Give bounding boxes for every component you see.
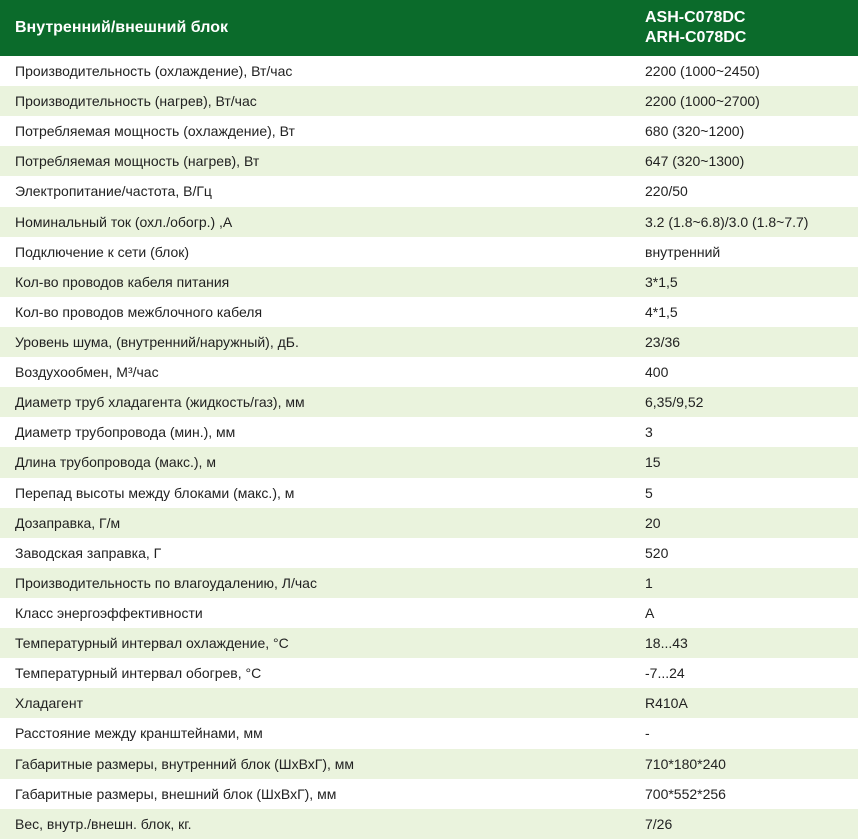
spec-label: Длина трубопровода (макс.), м [15, 454, 216, 471]
table-row [0, 718, 858, 748]
spec-label: Габаритные размеры, внутренний блок (ШхВхГ), мм [15, 755, 355, 772]
spec-label: Производительность по влагоудалению, Л/час [15, 574, 317, 591]
spec-label: Заводская заправка, Г [15, 544, 162, 561]
spec-value: 3 [645, 424, 653, 441]
spec-label: Номинальный ток (охл./обогр.) ,А [15, 213, 233, 230]
table-row [0, 56, 858, 86]
spec-label: Производительность (охлаждение), Вт/час [15, 63, 293, 80]
table-row [0, 176, 858, 206]
spec-label: Хладагент [15, 695, 83, 712]
spec-value: R410A [645, 695, 688, 712]
spec-value: 220/50 [645, 183, 688, 200]
table-row [0, 327, 858, 357]
table-row [0, 357, 858, 387]
header-models [630, 0, 858, 56]
spec-value: 5 [645, 484, 653, 501]
spec-value: 20 [645, 514, 661, 531]
spec-label: Расстояние между кранштейнами, мм [15, 725, 263, 742]
table-row [0, 538, 858, 568]
spec-label: Класс энергоэффективности [15, 605, 203, 622]
spec-value: A [645, 605, 655, 622]
spec-value: -7...24 [645, 665, 685, 682]
spec-label: Кол-во проводов кабеля питания [15, 273, 230, 290]
spec-value: 6,35/9,52 [645, 394, 704, 411]
table-row [0, 688, 858, 718]
model-indoor: ASH-C078DC [645, 9, 746, 26]
table-row [0, 598, 858, 628]
table-row [0, 447, 858, 477]
spec-label: Дозаправка, Г/м [15, 514, 121, 531]
model-outdoor: ARH-C078DC [645, 29, 747, 46]
spec-value: 700*552*256 [645, 785, 726, 802]
table-header [0, 0, 858, 56]
table-row [0, 658, 858, 688]
spec-label: Перепад высоты между блоками (макс.), м [15, 484, 295, 501]
spec-value: 400 [645, 364, 669, 381]
spec-label: Кол-во проводов межблочного кабеля [15, 303, 263, 320]
header-label: Внутренний/внешний блок [15, 19, 228, 36]
spec-label: Подключение к сети (блок) [15, 243, 190, 260]
table-row [0, 568, 858, 598]
table-row [0, 749, 858, 779]
spec-value: 680 (320~1200) [645, 123, 745, 140]
spec-value: 15 [645, 454, 661, 471]
spec-label: Воздухообмен, М³/час [15, 364, 159, 381]
table-row [0, 387, 858, 417]
spec-value: 2200 (1000~2700) [645, 93, 760, 110]
spec-label: Производительность (нагрев), Вт/час [15, 93, 257, 110]
spec-value: 3*1,5 [645, 273, 678, 290]
table-row [0, 417, 858, 447]
table-row [0, 779, 858, 809]
spec-value: 710*180*240 [645, 755, 726, 772]
spec-label: Температурный интервал обогрев, °C [15, 665, 262, 682]
spec-value: 1 [645, 574, 653, 591]
table-row [0, 86, 858, 116]
table-row [0, 809, 858, 839]
table-row [0, 237, 858, 267]
spec-label: Уровень шума, (внутренний/наружный), дБ. [15, 334, 299, 351]
spec-label: Вес, внутр./внешн. блок, кг. [15, 815, 192, 832]
table-row [0, 146, 858, 176]
spec-value: внутренний [645, 243, 721, 260]
spec-value: 7/26 [645, 815, 673, 832]
table-row [0, 207, 858, 237]
table-row [0, 297, 858, 327]
spec-value: - [645, 725, 650, 742]
spec-label: Потребляемая мощность (нагрев), Вт [15, 153, 260, 170]
spec-label: Диаметр труб хладагента (жидкость/газ), мм [15, 394, 305, 411]
spec-label: Диаметр трубопровода (мин.), мм [15, 424, 236, 441]
spec-label: Электропитание/частота, В/Гц [15, 183, 212, 200]
table-row [0, 116, 858, 146]
table-row [0, 508, 858, 538]
spec-value: 18...43 [645, 635, 688, 652]
spec-label: Потребляемая мощность (охлаждение), Вт [15, 123, 295, 140]
table-row [0, 628, 858, 658]
spec-value: 520 [645, 544, 669, 561]
spec-value: 647 (320~1300) [645, 153, 745, 170]
spec-value: 3.2 (1.8~6.8)/3.0 (1.8~7.7) [645, 213, 809, 230]
table-row [0, 478, 858, 508]
spec-value: 23/36 [645, 334, 681, 351]
spec-value: 4*1,5 [645, 303, 678, 320]
spec-value: 2200 (1000~2450) [645, 63, 760, 80]
spec-body [0, 56, 858, 839]
spec-label: Температурный интервал охлаждение, °C [15, 635, 289, 652]
spec-label: Габаритные размеры, внешний блок (ШхВхГ), мм [15, 785, 337, 802]
table-row [0, 267, 858, 297]
